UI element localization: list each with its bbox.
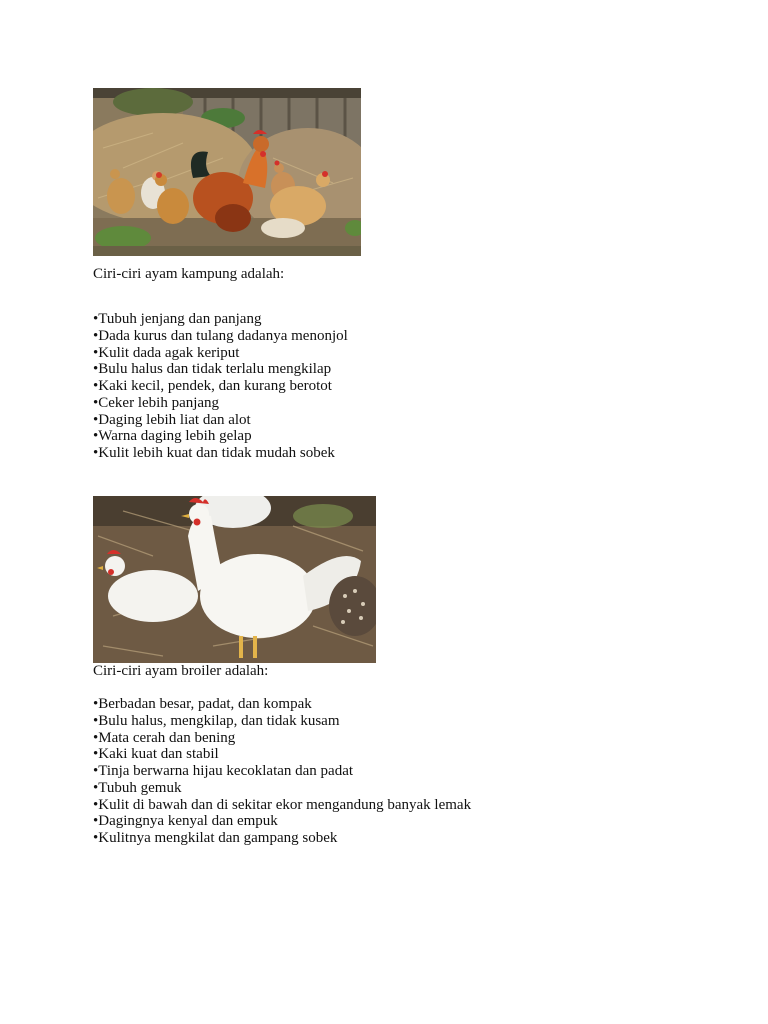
list-item: • Kulit dada agak keriput — [93, 345, 348, 362]
list-item: • Kaki kuat dan stabil — [93, 746, 471, 763]
list-item: • Warna daging lebih gelap — [93, 428, 348, 445]
broiler-traits-list — [93, 696, 471, 847]
list-item: • Tinja berwarna hijau kecoklatan dan padat — [93, 763, 471, 780]
list-item: • Mata cerah dan bening — [93, 730, 471, 747]
kampung-traits-list — [93, 311, 348, 462]
kampung-heading: Ciri-ciri ayam kampung adalah: — [93, 266, 285, 282]
list-item: • Dagingnya kenyal dan empuk — [93, 813, 471, 830]
broiler-chicken-photo — [93, 496, 376, 663]
list-item: • Kaki kecil, pendek, dan kurang berotot — [93, 378, 348, 395]
list-item: • Tubuh jenjang dan panjang — [93, 311, 348, 328]
list-item: • Bulu halus, mengkilap, dan tidak kusam — [93, 713, 471, 730]
list-item: • Berbadan besar, padat, dan kompak — [93, 696, 471, 713]
list-item: • Dada kurus dan tulang dadanya menonjol — [93, 328, 348, 345]
list-item: • Ceker lebih panjang — [93, 395, 348, 412]
kampung-chicken-photo — [93, 88, 361, 256]
list-item: • Kulitnya mengkilat dan gampang sobek — [93, 830, 471, 847]
list-item: • Bulu halus dan tidak terlalu mengkilap — [93, 361, 348, 378]
list-item: • Kulit di bawah dan di sekitar ekor mengandung banyak lemak — [93, 797, 471, 814]
list-item: • Daging lebih liat dan alot — [93, 412, 348, 429]
list-item: • Kulit lebih kuat dan tidak mudah sobek — [93, 445, 348, 462]
broiler-heading: Ciri-ciri ayam broiler adalah: — [93, 663, 269, 679]
list-item: • Tubuh gemuk — [93, 780, 471, 797]
